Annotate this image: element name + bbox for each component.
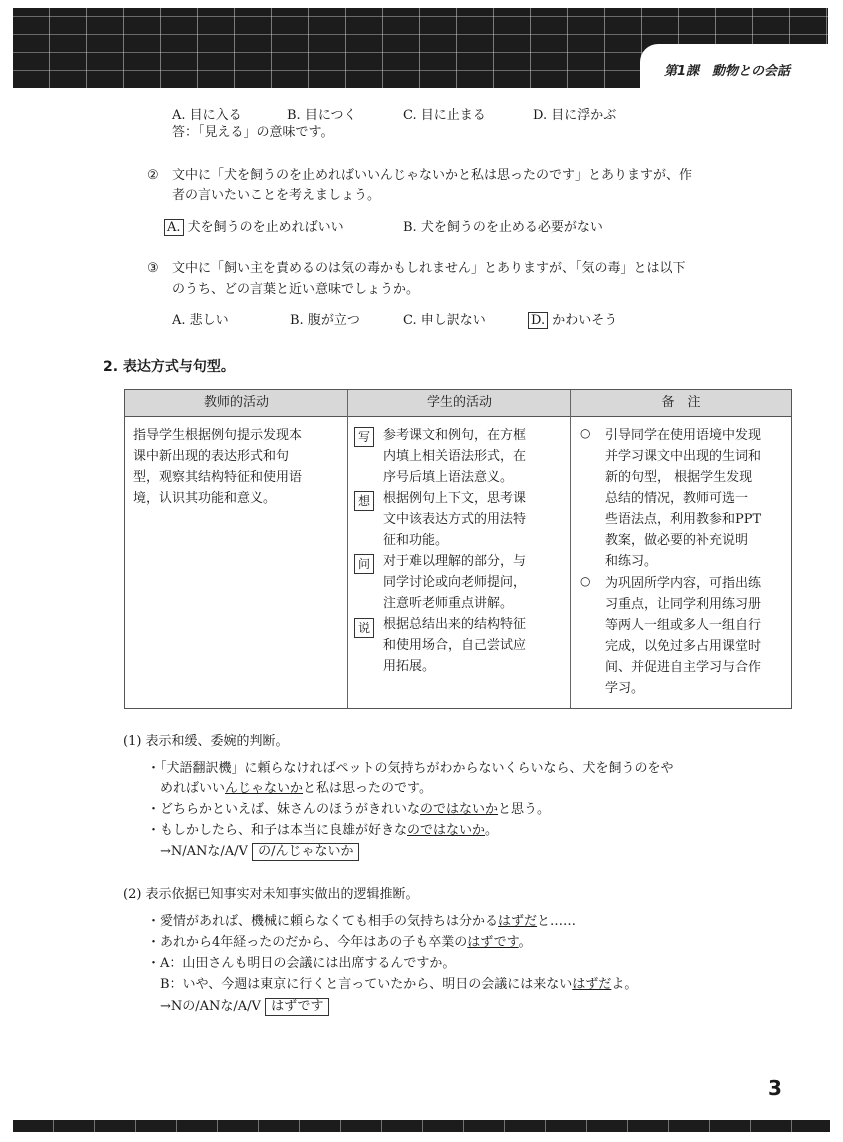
underlined-pattern: はずだ: [572, 977, 612, 992]
student-line: 注意听老师重点讲解。: [383, 596, 514, 611]
grammar2-example3: ・A：山田さんも明日の会議には出席するんですか。: [147, 956, 456, 971]
text-segment: めればいい: [160, 781, 226, 796]
student-line: 文中该表达方式的用法特: [383, 512, 527, 527]
note-bullet: ○: [580, 426, 591, 440]
text-segment: ・愛情があれば、機械に頼らなくても相手の気持ちは分かる: [147, 914, 499, 929]
note-bullet: ○: [580, 574, 591, 588]
q2-number: ②: [147, 168, 159, 183]
note-line: 教案，做必要的补充说明: [605, 533, 749, 548]
q1-option-d: D. 目に浮かぶ: [533, 108, 617, 123]
text-segment: と……: [537, 914, 577, 929]
note-line: 间、并促进自主学习与合作: [605, 660, 762, 675]
underlined-pattern: んじゃないか: [225, 781, 304, 796]
underlined-pattern: のではないか: [407, 823, 486, 838]
grammar1-title: (1) 表示和缓、委婉的判断。: [123, 734, 289, 749]
note-2-text: [605, 573, 761, 699]
teacher-line: 型，观察其结构特征和使用语: [133, 470, 303, 485]
teacher-line: 课中新出现的表达形式和句: [133, 449, 290, 464]
note-1-text: [605, 425, 761, 572]
underlined-pattern: はずです: [467, 935, 519, 950]
student-line: 和使用场合，自己尝试应: [383, 638, 527, 653]
q2-option-a-label: A.: [164, 219, 184, 236]
table-divider: [347, 390, 348, 708]
text-segment: よ。: [611, 977, 638, 992]
q2-option-b: B. 犬を飼うのを止める必要がない: [403, 220, 603, 235]
pattern-box: の/んじゃないか: [252, 843, 359, 861]
note-line: 引导同学在使用语境中发现: [605, 428, 762, 443]
grammar1-pattern: [160, 843, 359, 861]
chapter-title: 第1課 動物との会話: [664, 64, 791, 79]
q3-option-b: B. 腹が立つ: [290, 313, 360, 328]
q1-answer: 答：「見える」の意味です。: [172, 125, 334, 140]
student-line: 参考课文和例句，在方框: [383, 428, 527, 443]
pattern-prefix: →N/ANな/A/V: [160, 844, 248, 859]
q3-number: ③: [147, 261, 159, 276]
table-header-teacher: 教师的活动: [125, 390, 348, 417]
student-line: 征和功能。: [383, 533, 449, 548]
grammar2-title: (2) 表示依据已知事实对未知事实做出的逻辑推断。: [123, 887, 419, 902]
ask-icon: 问: [354, 554, 374, 574]
underlined-pattern: はずだ: [498, 914, 538, 929]
activity-table: [124, 389, 792, 709]
q2-option-a-text: 犬を飼うのを止めればいい: [187, 220, 344, 235]
q2-line1: 文中に「犬を飼うのを止めればいいんじゃないかと私は思ったのです」とありますが、作: [172, 168, 693, 183]
grammar1-example2: [147, 801, 550, 819]
text-segment: と思う。: [498, 802, 551, 817]
page-number: 3: [768, 1076, 782, 1100]
text-segment: B：いや、今週は東京に行くと言っていたから、明日の会議には来ない: [160, 977, 573, 992]
student-think-text: [383, 488, 526, 551]
note-line: 习重点，让同学利用练习册: [605, 597, 762, 612]
q3-option-d: [528, 309, 617, 328]
grammar1-example3: [147, 822, 498, 840]
student-line: 根据总结出来的结构特征: [383, 617, 527, 632]
note-line: 并学习课文中出现的生词和: [605, 449, 762, 464]
grammar1-example1-line2: [160, 780, 432, 798]
speak-icon: 说: [354, 618, 374, 638]
pattern-box: はずです: [265, 998, 329, 1016]
q3-line1: 文中に「飼い主を責めるのは気の毒かもしれません」とありますが、「気の毒」とは以下: [172, 261, 686, 276]
grammar2-example1: [147, 913, 576, 931]
footer-bar: [13, 1120, 830, 1132]
text-segment: ・どちらかといえば、妹さんのほうがきれいな: [147, 802, 421, 817]
underlined-pattern: のではないか: [420, 802, 499, 817]
text-segment: 。: [518, 935, 532, 950]
student-line: 对于难以理解的部分，与: [383, 554, 527, 569]
q3-line2: のうち、どの言葉と近い意味でしょうか。: [172, 282, 420, 297]
pattern-prefix: →Nの/ANな/A/V: [160, 999, 261, 1014]
note-line: 总结的情况，教师可选一: [605, 491, 749, 506]
student-line: 同学讨论或向老师提问，: [383, 575, 527, 590]
note-line: 些语法点，利用教参和PPT: [605, 512, 762, 527]
q3-option-d-label: D.: [528, 312, 548, 329]
student-speak-text: [383, 614, 526, 677]
text-segment: 。: [485, 823, 499, 838]
text-segment: ・あれから4年経ったのだから、今年はあの子も卒業の: [147, 935, 468, 950]
teacher-line: 境，认识其功能和意义。: [133, 491, 277, 506]
student-line: 根据例句上下文，思考课: [383, 491, 527, 506]
teacher-cell: [133, 425, 302, 509]
note-line: 和练习。: [605, 554, 658, 569]
text-segment: と私は思ったのです。: [303, 781, 432, 796]
teacher-line: 指导学生根据例句提示发现本: [133, 428, 303, 443]
section2-title: 2. 表达方式与句型。: [103, 359, 235, 375]
student-ask-text: [383, 551, 526, 614]
note-line: 为巩固所学内容，可指出练: [605, 576, 762, 591]
note-line: 完成，以免过多占用课堂时: [605, 639, 762, 654]
q3-option-c: C. 申し訳ない: [403, 313, 486, 328]
text-segment: ・もしかしたら、和子は本当に良雄が好きな: [147, 823, 408, 838]
table-divider: [570, 390, 571, 708]
grammar2-example4: [160, 976, 637, 994]
student-line: 序号后填上语法意义。: [383, 470, 514, 485]
table-header-notes: 备 注: [571, 390, 791, 417]
note-line: 等两人一组或多人一组自行: [605, 618, 762, 633]
q3-option-d-text: かわいそう: [552, 313, 618, 328]
q3-option-a: A. 悲しい: [172, 313, 229, 328]
table-header-student: 学生的活动: [348, 390, 571, 417]
note-line: 学习。: [605, 681, 645, 696]
grammar2-example2: [147, 934, 532, 952]
student-line: 用拓展。: [383, 659, 436, 674]
think-icon: 想: [354, 491, 374, 511]
note-line: 新的句型， 根据学生发现: [605, 470, 753, 485]
q1-option-a: A. 目に入る: [172, 108, 242, 123]
q1-option-c: C. 目に止まる: [403, 108, 486, 123]
grammar2-pattern: [160, 998, 329, 1016]
q1-option-b: B. 目につく: [287, 108, 357, 123]
student-line: 内填上相关语法形式，在: [383, 449, 527, 464]
student-write-text: [383, 425, 526, 488]
q2-option-a: [164, 216, 344, 235]
write-icon: 写: [354, 427, 374, 447]
q2-line2: 者の言いたいことを考えましょう。: [172, 188, 381, 203]
grammar1-example1-line1: ・「犬語翻訳機」に頼らなければペットの気持ちがわからないくらいなら、犬を飼うのをや: [147, 761, 674, 776]
